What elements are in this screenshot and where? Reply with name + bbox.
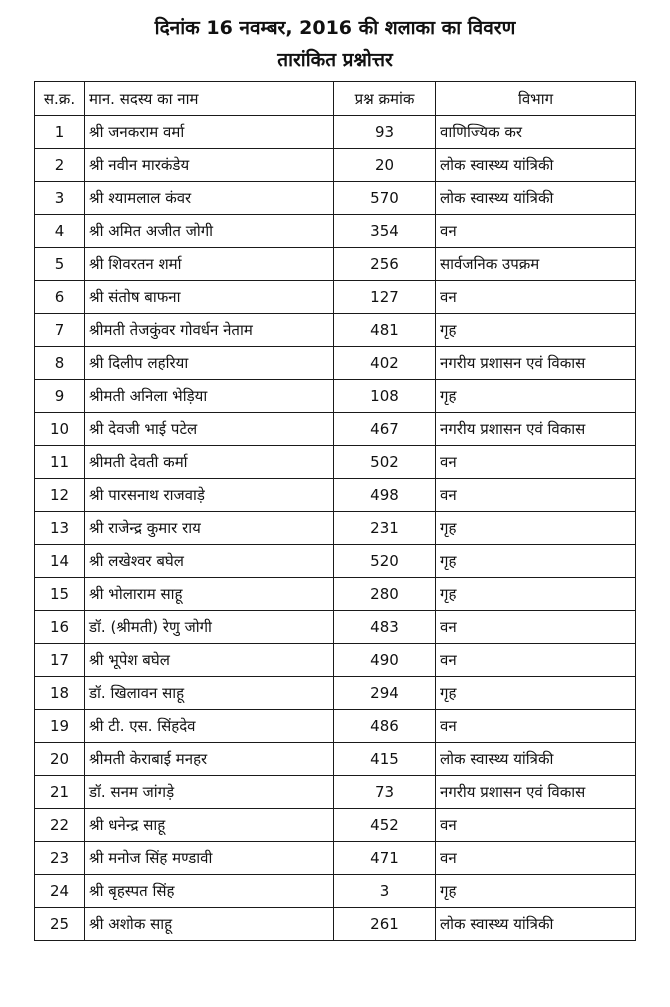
serial-number-cell: 25: [35, 908, 85, 941]
question-number-cell: 402: [334, 347, 436, 380]
table-header-row: [35, 82, 636, 116]
question-number-cell: 20: [334, 149, 436, 182]
question-number-cell: 294: [334, 677, 436, 710]
serial-number-cell: 1: [35, 116, 85, 149]
table-row: [35, 677, 636, 710]
department-cell: वन: [436, 479, 636, 512]
table-row: [35, 908, 636, 941]
question-number-cell: 490: [334, 644, 436, 677]
department-cell: नगरीय प्रशासन एवं विकास: [436, 776, 636, 809]
member-name-cell: श्री अशोक साहू: [85, 908, 334, 941]
serial-number-cell: 17: [35, 644, 85, 677]
department-cell: गृह: [436, 677, 636, 710]
column-header-serial: स.क्र.: [35, 82, 85, 116]
serial-number-cell: 10: [35, 413, 85, 446]
serial-number-cell: 9: [35, 380, 85, 413]
department-cell: वन: [436, 215, 636, 248]
member-name-cell: श्री भोलाराम साहू: [85, 578, 334, 611]
serial-number-cell: 13: [35, 512, 85, 545]
member-name-cell: श्री अमित अजीत जोगी: [85, 215, 334, 248]
serial-number-cell: 3: [35, 182, 85, 215]
member-name-cell: श्री राजेन्द्र कुमार राय: [85, 512, 334, 545]
department-cell: वन: [436, 809, 636, 842]
department-cell: लोक स्वास्थ्य यांत्रिकी: [436, 743, 636, 776]
department-cell: लोक स्वास्थ्य यांत्रिकी: [436, 182, 636, 215]
table-row: [35, 116, 636, 149]
question-number-cell: 93: [334, 116, 436, 149]
department-cell: गृह: [436, 545, 636, 578]
table-row: [35, 149, 636, 182]
member-name-cell: डॉ. सनम जांगड़े: [85, 776, 334, 809]
department-cell: गृह: [436, 578, 636, 611]
table-row: [35, 776, 636, 809]
department-cell: वन: [436, 644, 636, 677]
department-cell: लोक स्वास्थ्य यांत्रिकी: [436, 149, 636, 182]
member-name-cell: श्रीमती अनिला भेड़िया: [85, 380, 334, 413]
department-cell: वन: [436, 281, 636, 314]
member-name-cell: श्री देवजी भाई पटेल: [85, 413, 334, 446]
question-number-cell: 486: [334, 710, 436, 743]
question-number-cell: 520: [334, 545, 436, 578]
serial-number-cell: 12: [35, 479, 85, 512]
table-row: [35, 578, 636, 611]
table-row: [35, 380, 636, 413]
question-number-cell: 483: [334, 611, 436, 644]
table-row: [35, 644, 636, 677]
table-row: [35, 479, 636, 512]
table-row: [35, 512, 636, 545]
table-body: [35, 116, 636, 941]
column-header-question-number: प्रश्न क्रमांक: [334, 82, 436, 116]
member-name-cell: श्रीमती केराबाई मनहर: [85, 743, 334, 776]
column-header-member-name: मान. सदस्य का नाम: [85, 82, 334, 116]
serial-number-cell: 6: [35, 281, 85, 314]
department-cell: वन: [436, 842, 636, 875]
table-row: [35, 611, 636, 644]
department-cell: वन: [436, 611, 636, 644]
serial-number-cell: 15: [35, 578, 85, 611]
table-row: [35, 248, 636, 281]
question-number-cell: 467: [334, 413, 436, 446]
questions-table: [34, 81, 636, 941]
question-number-cell: 280: [334, 578, 436, 611]
department-cell: वन: [436, 710, 636, 743]
table-row: [35, 545, 636, 578]
question-number-cell: 73: [334, 776, 436, 809]
department-cell: सार्वजनिक उपक्रम: [436, 248, 636, 281]
serial-number-cell: 16: [35, 611, 85, 644]
question-number-cell: 415: [334, 743, 436, 776]
serial-number-cell: 20: [35, 743, 85, 776]
question-number-cell: 452: [334, 809, 436, 842]
table-row: [35, 281, 636, 314]
member-name-cell: श्री मनोज सिंह मण्डावी: [85, 842, 334, 875]
member-name-cell: श्री भूपेश बघेल: [85, 644, 334, 677]
serial-number-cell: 22: [35, 809, 85, 842]
serial-number-cell: 2: [35, 149, 85, 182]
question-number-cell: 3: [334, 875, 436, 908]
question-number-cell: 256: [334, 248, 436, 281]
member-name-cell: श्री पारसनाथ राजवाड़े: [85, 479, 334, 512]
serial-number-cell: 7: [35, 314, 85, 347]
serial-number-cell: 19: [35, 710, 85, 743]
table-row: [35, 413, 636, 446]
table-row: [35, 215, 636, 248]
table-row: [35, 809, 636, 842]
member-name-cell: श्री नवीन मारकंडेय: [85, 149, 334, 182]
table-row: [35, 875, 636, 908]
table-row: [35, 743, 636, 776]
serial-number-cell: 4: [35, 215, 85, 248]
member-name-cell: श्री संतोष बाफना: [85, 281, 334, 314]
question-number-cell: 261: [334, 908, 436, 941]
department-cell: वन: [436, 446, 636, 479]
serial-number-cell: 23: [35, 842, 85, 875]
member-name-cell: श्री टी. एस. सिंहदेव: [85, 710, 334, 743]
member-name-cell: श्री श्यामलाल कंवर: [85, 182, 334, 215]
column-header-department: विभाग: [436, 82, 636, 116]
page-title: दिनांक 16 नवम्बर, 2016 की शलाका का विवरण: [154, 17, 516, 39]
table-row: [35, 710, 636, 743]
department-cell: नगरीय प्रशासन एवं विकास: [436, 347, 636, 380]
question-number-cell: 498: [334, 479, 436, 512]
serial-number-cell: 14: [35, 545, 85, 578]
serial-number-cell: 18: [35, 677, 85, 710]
question-number-cell: 481: [334, 314, 436, 347]
question-number-cell: 502: [334, 446, 436, 479]
table-row: [35, 347, 636, 380]
question-number-cell: 108: [334, 380, 436, 413]
serial-number-cell: 24: [35, 875, 85, 908]
department-cell: गृह: [436, 512, 636, 545]
question-number-cell: 570: [334, 182, 436, 215]
question-number-cell: 471: [334, 842, 436, 875]
department-cell: लोक स्वास्थ्य यांत्रिकी: [436, 908, 636, 941]
member-name-cell: श्रीमती देवती कर्मा: [85, 446, 334, 479]
department-cell: गृह: [436, 380, 636, 413]
question-number-cell: 354: [334, 215, 436, 248]
page-subtitle: तारांकित प्रश्नोत्तर: [277, 49, 393, 71]
department-cell: गृह: [436, 314, 636, 347]
member-name-cell: श्री बृहस्पत सिंह: [85, 875, 334, 908]
table-row: [35, 314, 636, 347]
member-name-cell: डॉ. (श्रीमती) रेणु जोगी: [85, 611, 334, 644]
member-name-cell: श्रीमती तेजकुंवर गोवर्धन नेताम: [85, 314, 334, 347]
table-row: [35, 446, 636, 479]
question-number-cell: 231: [334, 512, 436, 545]
serial-number-cell: 21: [35, 776, 85, 809]
serial-number-cell: 8: [35, 347, 85, 380]
member-name-cell: श्री शिवरतन शर्मा: [85, 248, 334, 281]
serial-number-cell: 5: [35, 248, 85, 281]
member-name-cell: श्री लखेश्वर बघेल: [85, 545, 334, 578]
department-cell: नगरीय प्रशासन एवं विकास: [436, 413, 636, 446]
member-name-cell: श्री दिलीप लहरिया: [85, 347, 334, 380]
table-row: [35, 182, 636, 215]
member-name-cell: डॉ. खिलावन साहू: [85, 677, 334, 710]
department-cell: वाणिज्यिक कर: [436, 116, 636, 149]
table-row: [35, 842, 636, 875]
member-name-cell: श्री धनेन्द्र साहू: [85, 809, 334, 842]
serial-number-cell: 11: [35, 446, 85, 479]
member-name-cell: श्री जनकराम वर्मा: [85, 116, 334, 149]
question-number-cell: 127: [334, 281, 436, 314]
department-cell: गृह: [436, 875, 636, 908]
